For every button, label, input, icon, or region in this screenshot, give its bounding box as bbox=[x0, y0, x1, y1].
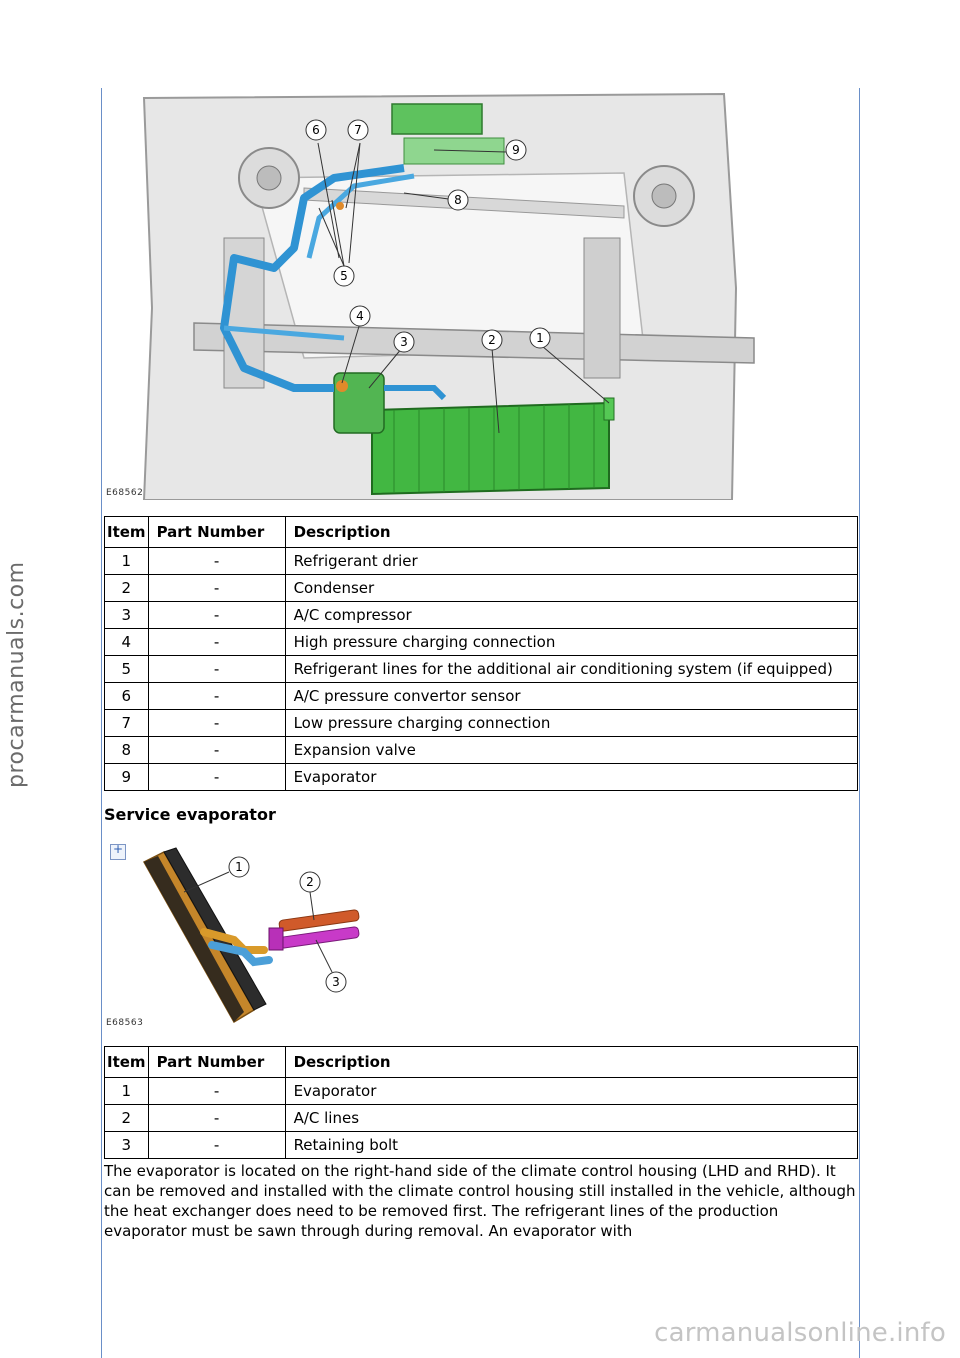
cell-part-number: - bbox=[148, 575, 285, 602]
table-row bbox=[105, 548, 858, 575]
cell-description: High pressure charging connection bbox=[285, 629, 857, 656]
callout-9 bbox=[506, 140, 526, 160]
bottom-watermark: carmanualsonline.info bbox=[654, 1318, 946, 1348]
cell-description: Condenser bbox=[285, 575, 857, 602]
cell-item: 4 bbox=[105, 629, 149, 656]
side-watermark: procarmanuals.com bbox=[4, 561, 29, 789]
cell-item: 1 bbox=[105, 548, 149, 575]
col-header-item: Item bbox=[105, 1047, 149, 1078]
cell-description: Refrigerant drier bbox=[285, 548, 857, 575]
cell-description: Refrigerant lines for the additional air conditioning system (if equipped) bbox=[285, 656, 857, 683]
svg-text:8: 8 bbox=[454, 193, 462, 207]
svg-text:3: 3 bbox=[400, 335, 408, 349]
cell-description: A/C lines bbox=[285, 1105, 857, 1132]
cell-description: A/C compressor bbox=[285, 602, 857, 629]
callout-1 bbox=[229, 857, 249, 877]
svg-text:1: 1 bbox=[235, 860, 243, 874]
cell-description: Retaining bolt bbox=[285, 1132, 857, 1159]
callout-2 bbox=[482, 330, 502, 350]
service-evaporator-illustration bbox=[104, 840, 854, 1030]
col-header-item: Item bbox=[105, 517, 149, 548]
components-table bbox=[104, 516, 858, 791]
col-header-description: Description bbox=[285, 1047, 857, 1078]
cell-description: Low pressure charging connection bbox=[285, 710, 857, 737]
section-heading: Service evaporator bbox=[104, 805, 276, 824]
svg-text:6: 6 bbox=[312, 123, 320, 137]
cell-part-number: - bbox=[148, 1078, 285, 1105]
cell-item: 2 bbox=[105, 575, 149, 602]
cell-part-number: - bbox=[148, 710, 285, 737]
table-row bbox=[105, 1078, 858, 1105]
table-header-row bbox=[105, 1047, 858, 1078]
engine-bay-illustration bbox=[104, 88, 854, 500]
cell-part-number: - bbox=[148, 656, 285, 683]
callout-3 bbox=[326, 972, 346, 992]
svg-text:7: 7 bbox=[354, 123, 362, 137]
callout-2 bbox=[300, 872, 320, 892]
cell-part-number: - bbox=[148, 1105, 285, 1132]
table-row bbox=[105, 737, 858, 764]
table-row bbox=[105, 764, 858, 791]
svg-text:2: 2 bbox=[306, 875, 314, 889]
callout-6 bbox=[306, 120, 326, 140]
cell-item: 2 bbox=[105, 1105, 149, 1132]
svg-text:2: 2 bbox=[488, 333, 496, 347]
cell-part-number: - bbox=[148, 602, 285, 629]
svg-text:5: 5 bbox=[340, 269, 348, 283]
body-paragraph: The evaporator is located on the right-hand side of the climate control housing (LHD and RHD). It can be removed and installed with the climate control housing still installed in the vehicle, although the heat exchanger does need to be removed first. The refrigerant lines of the production evaporator must be sawn through during removal. An evaporator with bbox=[104, 1162, 856, 1240]
cell-description: Evaporator bbox=[285, 764, 857, 791]
cell-part-number: - bbox=[148, 737, 285, 764]
cell-description: Evaporator bbox=[285, 1078, 857, 1105]
cell-part-number: - bbox=[148, 548, 285, 575]
callout-7 bbox=[348, 120, 368, 140]
service-evaporator-figure bbox=[104, 840, 854, 1030]
svg-text:1: 1 bbox=[536, 331, 544, 345]
table-row bbox=[105, 710, 858, 737]
table-row bbox=[105, 683, 858, 710]
figure-code: E68562 bbox=[106, 488, 144, 498]
col-header-part-number: Part Number bbox=[148, 517, 285, 548]
table-row bbox=[105, 602, 858, 629]
callout-5 bbox=[334, 266, 354, 286]
cell-item: 3 bbox=[105, 1132, 149, 1159]
service-evaporator-table bbox=[104, 1046, 858, 1159]
cell-item: 6 bbox=[105, 683, 149, 710]
callout-3 bbox=[394, 332, 414, 352]
cell-part-number: - bbox=[148, 683, 285, 710]
table-row bbox=[105, 575, 858, 602]
cell-item: 9 bbox=[105, 764, 149, 791]
svg-text:4: 4 bbox=[356, 309, 364, 323]
cell-item: 8 bbox=[105, 737, 149, 764]
document-content bbox=[101, 88, 860, 1358]
figure-code: E68563 bbox=[106, 1018, 144, 1028]
table-row bbox=[105, 656, 858, 683]
callout-8 bbox=[448, 190, 468, 210]
col-header-part-number: Part Number bbox=[148, 1047, 285, 1078]
cell-part-number: - bbox=[148, 629, 285, 656]
table-row bbox=[105, 1132, 858, 1159]
svg-text:9: 9 bbox=[512, 143, 520, 157]
table-header-row bbox=[105, 517, 858, 548]
callout-4 bbox=[350, 306, 370, 326]
table-row bbox=[105, 1105, 858, 1132]
cell-description: Expansion valve bbox=[285, 737, 857, 764]
cell-part-number: - bbox=[148, 764, 285, 791]
cell-item: 7 bbox=[105, 710, 149, 737]
callout-1 bbox=[530, 328, 550, 348]
table-row bbox=[105, 629, 858, 656]
engine-bay-figure bbox=[104, 88, 854, 500]
cell-part-number: - bbox=[148, 1132, 285, 1159]
cell-item: 3 bbox=[105, 602, 149, 629]
col-header-description: Description bbox=[285, 517, 857, 548]
cell-item: 5 bbox=[105, 656, 149, 683]
cell-description: A/C pressure convertor sensor bbox=[285, 683, 857, 710]
svg-text:3: 3 bbox=[332, 975, 340, 989]
cell-item: 1 bbox=[105, 1078, 149, 1105]
